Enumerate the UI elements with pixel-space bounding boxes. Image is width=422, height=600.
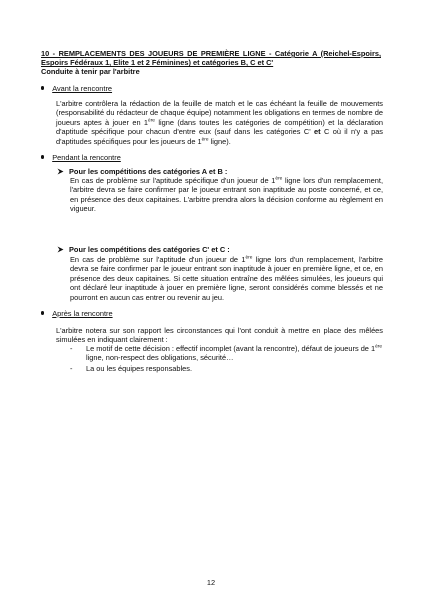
subsection-c-title: Pour les compétitions des catégories C' et C :: [69, 245, 230, 254]
para-pendant-c-text-b: ligne lors d'un remplacement, l'arbitre devra se faire confirmer par le joueur entrant son inaptitude à jouer en première ligne, et ce, en présence des deux capitaines. Si cette situation entraîne des mêlées simulées, les joueurs qui ont déclaré leur inaptitude à jouer en première ligne, seront considérés comme blessés et ne pourront en aucun cas entrer ou revenir au jeu.: [70, 255, 383, 302]
page-number: 12: [206, 578, 216, 587]
para-avant-text-c: C où il n'y a pas d'aptitudes spécifiques pour les joueurs de 1: [56, 127, 383, 146]
paragraph-pendant-c: [70, 255, 383, 302]
list-item-text-a: Le motif de cette décision : effectif incomplet (avant la rencontre), défaut de joueurs de 1: [86, 344, 376, 353]
para-avant-sup-1: ère: [148, 118, 155, 124]
bullet-dot-icon: [41, 86, 44, 89]
paragraph-apres: L'arbitre notera sur son rapport les circonstances qui l'ont conduit à mettre en place des mêlées simulées en indiquant clairement :: [56, 326, 383, 345]
para-avant-text-d: ligne).: [208, 136, 231, 146]
list-item: [70, 364, 383, 373]
list-item-text-b: ligne, non-respect des obligations, sécurité…: [86, 353, 234, 363]
bullet-apres-label: Après la rencontre: [52, 309, 113, 318]
paragraph-avant: [56, 99, 383, 146]
bullet-avant-label: Avant la rencontre: [52, 84, 113, 93]
subsection-a-b-title: Pour les compétitions des catégories A et B :: [69, 167, 228, 176]
para-pendant-ab-text-a: En cas de problème sur l'aptitude spécifique d'un joueur de 1: [70, 176, 276, 185]
arrowhead-bullet-icon: [57, 167, 69, 176]
bullet-dot-icon: [41, 155, 44, 158]
list-item-sup: ère: [375, 344, 383, 350]
para-avant-text-a: L'arbitre contrôlera la rédaction de la feuille de match et le cas échéant la feuille de mouvements (responsabilité du rédacteur de chaque équipe) notamment les obligations en termes de nombre de joueurs aptes à jouer en 1: [56, 99, 383, 127]
arrowhead-bullet-icon: [57, 245, 69, 254]
subsection-a-b-heading: [57, 167, 227, 176]
para-pendant-ab-sup: ère: [275, 176, 283, 182]
dash-marker: -: [70, 344, 73, 353]
section-title: [41, 49, 381, 77]
subsection-c-heading: [57, 245, 230, 254]
para-avant-bold: et: [314, 127, 321, 137]
para-pendant-c-text-a: En cas de problème sur l'aptitude d'un joueur de 1: [70, 255, 246, 264]
para-pendant-ab-text-b: ligne lors d'un remplacement, l'arbitre devra se faire confirmer par le joueur entrant son inaptitude au poste concerné, et ce, en présence des deux capitaines. L'arbitre prendra alors la décision conforme au règlement en vigueur.: [70, 176, 384, 214]
bullet-dot-icon: [41, 311, 44, 314]
section-title-heading: 10 - REMPLACEMENTS DES JOUEURS DE PREMIÈRE LIGNE - Catégorie A (Reichel-Espoirs, Espoirs Fédéraux 1, Elite 1 et 2 Féminines) et catégories B, C et C': [41, 49, 381, 68]
bullet-apres: [41, 309, 113, 318]
paragraph-pendant-a-b: [70, 176, 383, 214]
list-item-text-a: La ou les équipes responsables.: [86, 363, 193, 373]
para-avant-sup-2: ère: [201, 137, 209, 143]
bullet-pendant-label: Pendant la rencontre: [52, 153, 121, 162]
para-avant-text-b: ligne (dans toutes les catégories de compétition) et la déclaration d'aptitude spécifique pour chacun d'entre eux (sauf dans les catégories C': [56, 117, 383, 137]
bullet-avant: [41, 84, 112, 93]
bullet-pendant: [41, 153, 121, 162]
list-item: [70, 344, 383, 363]
apres-dash-list: [70, 344, 383, 374]
para-pendant-c-sup: ère: [245, 255, 253, 261]
dash-marker: -: [70, 363, 73, 373]
section-subtitle: Conduite à tenir par l'arbitre: [41, 67, 140, 77]
